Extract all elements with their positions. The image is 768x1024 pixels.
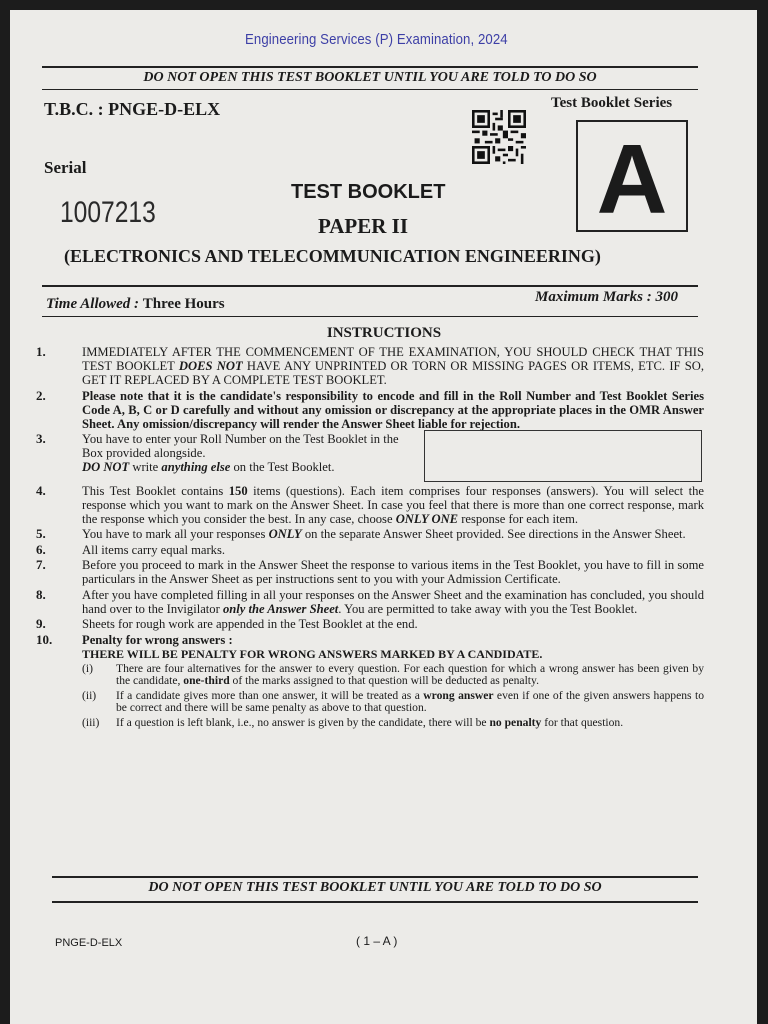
list-item (36, 558, 704, 586)
item-text (82, 484, 704, 526)
text-run: DOES NOT (178, 359, 243, 373)
list-item (36, 617, 704, 631)
instructions-heading: INSTRUCTIONS (326, 325, 442, 341)
booklet-title: TEST BOOKLET (291, 181, 446, 203)
maximum-marks: Maximum Marks : 300 (535, 289, 678, 305)
exam-stamp: Engineering Services (P) Examination, 2024 (245, 31, 508, 48)
page-number: ( 1 – A ) (356, 934, 398, 948)
qr-code-icon (472, 110, 526, 164)
item-number: 4. (36, 482, 46, 498)
list-item (36, 588, 704, 616)
divider (52, 876, 698, 878)
subject-title: (ELECTRONICS AND TELECOMMUNICATION ENGINEERING) (64, 246, 601, 266)
text-run: ONLY ONE (395, 511, 459, 526)
item-text (82, 432, 400, 482)
text-run: only the Answer Sheet (222, 601, 339, 616)
item-number: 2. (36, 387, 46, 403)
text-run: There are four alternatives for the answer to every question. For each question for which a wrong answer has been given by the candidate, (116, 661, 704, 687)
penalty-heading: Penalty for wrong answers : (82, 632, 233, 647)
item-number: 8. (36, 586, 46, 602)
text-run: ONLY (268, 527, 302, 541)
penalty-block (82, 633, 704, 730)
text-run: wrong answer (423, 688, 494, 702)
rule-text (116, 690, 704, 715)
text-run: DO NOT (82, 460, 130, 474)
penalty-rule (82, 663, 704, 688)
time-value: Three Hours (142, 296, 225, 312)
text-run: items (questions). Each item comprises four responses (answers). You will select the response which you want to mark on the Answer Sheet. In case you feel that there is more than one correct response, mark the response which you consider the best. In any case, choose (82, 483, 704, 526)
text-run: . You are permitted to take away with you the Test Booklet. (338, 601, 638, 616)
item-text: All items carry equal marks. (82, 542, 226, 557)
item-number: 10. (36, 631, 53, 647)
series-letter: A (596, 124, 668, 234)
serial-label: Serial (44, 158, 87, 177)
text-run: HAVE ANY UNPRINTED OR TORN OR MISSING PAGES OR ITEMS, ETC. IF SO, GET IT REPLACED BY A COMPLETE TEST BOOKLET. (82, 359, 705, 387)
penalty-subheading: THERE WILL BE PENALTY FOR WRONG ANSWERS MARKED BY A CANDIDATE. (82, 646, 543, 661)
text-run: on the Test Booklet. (230, 460, 335, 474)
text-run: write (129, 460, 162, 474)
text-run: of the marks assigned to that question will be deducted as penalty. (229, 674, 539, 687)
time-allowed (46, 296, 225, 313)
text-run: on the separate Answer Sheet provided. See directions in the Answer Sheet. (301, 527, 686, 541)
item-text: Before you proceed to mark in the Answer Sheet the response to various items in the Test Booklet, you have to fill in some particulars in the Answer Sheet as per instructions sent to you with your Admission Certificate. (82, 558, 704, 586)
list-item (36, 527, 704, 541)
item-text: Please note that it is the candidate's responsibility to encode and fill in the Roll Number and Test Booklet Series Code A, B, C or D carefully and without any omission or discrepancy at the appropriate places in the OMR Answer Sheet. Any omission/discrepancy will render the Answer Sheet liable for rejection. (82, 388, 704, 431)
text-run: If a question is left blank, i.e., no answer is given by the candidate, there will be (116, 715, 490, 729)
text-run: no penalty (489, 715, 542, 729)
text-run: You have to mark all your responses (82, 527, 269, 541)
item-number: 6. (36, 541, 46, 557)
series-box (576, 120, 688, 232)
list-item (36, 484, 704, 526)
time-label: Time Allowed : (46, 296, 140, 312)
rule-text (116, 663, 704, 688)
list-item (36, 345, 704, 387)
instructions-list (36, 345, 704, 731)
text-run: for that question. (541, 715, 624, 729)
item-number: 9. (36, 616, 46, 631)
divider (42, 66, 698, 68)
paper-title: PAPER II (318, 214, 409, 238)
bottom-warning: DO NOT OPEN THIS TEST BOOKLET UNTIL YOU ARE TOLD TO DO SO (148, 880, 602, 895)
roll-row (82, 432, 702, 482)
series-label: Test Booklet Series (551, 95, 673, 111)
text-run: even if one of the given answers happens to be correct and there will be same penalty as above to that question. (116, 688, 704, 714)
penalty-rule (82, 690, 704, 715)
footer-code: PNGE-D-ELX (55, 937, 123, 949)
rule-text (116, 717, 704, 730)
list-item (36, 432, 704, 482)
text-run: 150 (228, 483, 248, 498)
text-run: After you have completed filling in all your responses on the Answer Sheet and the examination has concluded, you should hand over to the Invigilator (82, 587, 704, 616)
item-number: 1. (36, 344, 46, 359)
list-item (36, 389, 704, 431)
divider (42, 285, 698, 287)
rule-label: (ii) (82, 688, 97, 702)
item-number: 5. (36, 526, 46, 541)
text-run: anything else (161, 460, 231, 474)
item-text (82, 588, 704, 616)
text-run: You have to enter your Roll Number on the Test Booklet in the Box provided alongside. (82, 432, 399, 460)
divider (52, 901, 698, 903)
penalty-rule (82, 717, 704, 730)
item-number: 3. (36, 431, 46, 446)
text-run: one-third (183, 674, 230, 687)
item-text (82, 345, 704, 387)
list-item (36, 633, 704, 730)
tbc-code: T.B.C. : PNGE-D-ELX (44, 99, 221, 119)
text-run: response for each item. (458, 511, 579, 526)
text-run: If a candidate gives more than one answer, it will be treated as a (116, 688, 424, 702)
divider (42, 89, 698, 90)
top-warning: DO NOT OPEN THIS TEST BOOKLET UNTIL YOU ARE TOLD TO DO SO (143, 70, 597, 85)
rule-label: (iii) (82, 715, 100, 729)
divider (42, 316, 698, 317)
text-run: IMMEDIATELY AFTER THE COMMENCEMENT OF THE EXAMINATION, YOU SHOULD CHECK THAT THIS TEST BOOKLET (82, 345, 704, 373)
list-item (36, 543, 704, 557)
roll-number-box[interactable] (424, 430, 702, 482)
serial-number: 1007213 (60, 196, 156, 229)
rule-label: (i) (82, 661, 93, 675)
item-number: 7. (36, 557, 46, 572)
item-text (82, 527, 704, 541)
item-text: Sheets for rough work are appended in the Test Booklet at the end. (82, 617, 418, 631)
text-run: This Test Booklet contains (82, 483, 229, 498)
